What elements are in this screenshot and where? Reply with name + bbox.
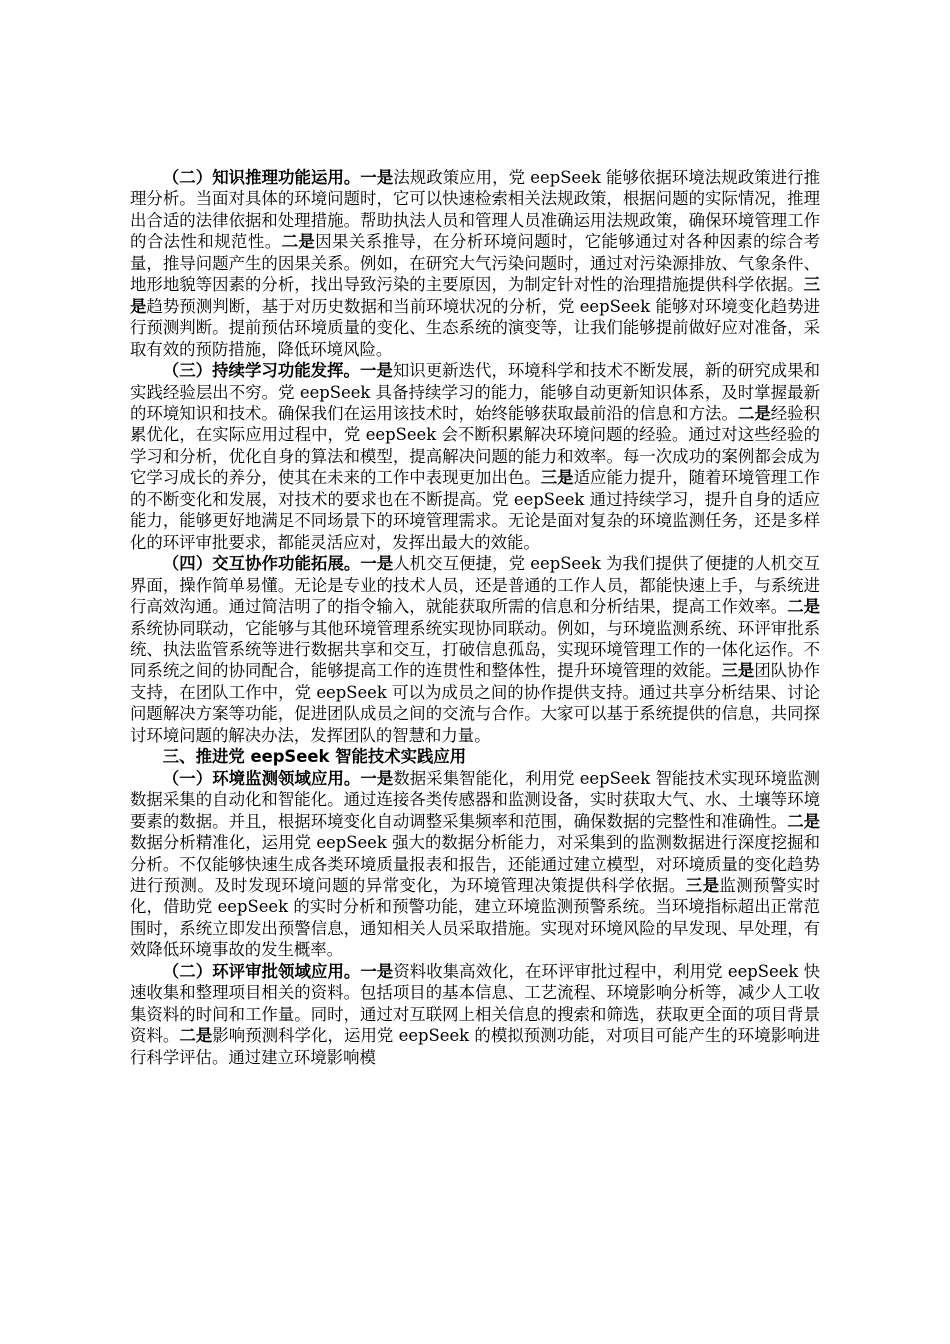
- text-run: 数据采集智能化，利用党 eepSeek 智能技术实现环境监测数据采集的自动化和智能化。通过连接各类传感器和监测设备，实时获取大气、水、土壤等环境要素的数据。并且，根据环境变化自动调整采集频率和范围，确保数据的完整性和准确性。: [130, 768, 821, 831]
- document-body: [130, 167, 820, 1068]
- bold-run: 三是: [685, 875, 720, 895]
- text-run: 影响预测科学化，运用党 eepSeek 的模拟预测功能，对项目可能产生的环境影响进行科学评估。通过建立环境影响模: [130, 1026, 821, 1067]
- bold-run: （四）交互协作功能拓展。: [162, 554, 361, 574]
- bold-run: 一是: [360, 168, 394, 187]
- bold-run: 二是: [281, 232, 316, 252]
- text-run: 资料收集高效化，在环评审批过程中，利用党 eepSeek 快速收集和整理项目相关的资料。包括项目的基本信息、工艺流程、环境影响分析等，减少人工收集资料的时间和工作量。同时，通过对互联网上相关信息的搜索和筛选，获取更全面的项目背景资料。: [130, 961, 821, 1046]
- bold-run: 一是: [360, 554, 394, 574]
- bold-run: 二是: [787, 811, 821, 831]
- paragraph: [130, 768, 820, 961]
- text-run: 人机交互便捷，党 eepSeek 为我们提供了便捷的人机交互界面，操作简单易懂。无论是专业的技术人员，还是普通的工作人员，都能快速上手，与系统进行高效沟通。通过简洁明了的指令输入，就能获取所需的信息和分析结果，提高工作效率。: [130, 554, 821, 617]
- bold-run: 三、推进党 eepSeek 智能技术实践应用: [162, 747, 467, 767]
- text-run: 团队协作支持，在团队工作中，党 eepSeek 可以为成员之间的协作提供支持。通过共享分析结果、讨论问题解决方案等功能，促进团队成员之间的交流与合作。大家可以基于系统提供的信息，共同探讨环境问题的解决办法，发挥团队的智慧和力量。: [130, 661, 821, 745]
- paragraph: [130, 553, 820, 746]
- paragraph: [130, 167, 820, 360]
- bold-run: （一）环境监测领域应用。: [162, 768, 361, 788]
- paragraph: [130, 961, 820, 1068]
- text-run: 系统协同联动，它能够与其他环境管理系统实现协同联动。例如，与环境监测系统、环评审批系统、执法监管系统等进行数据共享和交互，打破信息孤岛，实现环境管理工作的一体化运作。不同系统之间的协同配合，能够提高工作的连贯性和整体性，提升环境管理的效能。: [130, 618, 820, 681]
- paragraph: [130, 360, 820, 553]
- text-run: 监测预警实时化，借助党 eepSeek 的实时分析和预警功能，建立环境监测预警系统。当环境指标超出正常范围时，系统立即发出预警信息，通知相关人员采取措施。实现对环境风险的早发现、早处理，有效降低环境事故的发生概率。: [130, 875, 821, 960]
- bold-run: 二是: [737, 403, 771, 423]
- text-run: 适应能力提升，随着环境管理工作的不断变化和发展，对技术的要求也在不断提高。党 eepSeek 通过持续学习，提升自身的适应能力，能够更好地满足不同场景下的环境管理需求。无论是面对复杂的环境监测任务，还是多样化的环评审批要求，都能灵活应对，发挥出最大的效能。: [130, 468, 821, 552]
- section-heading: [130, 746, 820, 767]
- bold-run: 二是: [179, 1026, 213, 1046]
- bold-run: 一是: [359, 361, 393, 381]
- text-run: 因果关系推导，在分析环境问题时，它能够通过对各种因素的综合考量，推导问题产生的因果关系。例如，在研究大气污染问题时，通过对污染源排放、气象条件、地形地貌等因素的分析，找出导致污染的主要原因，为制定针对性的治理措施提供科学依据。: [130, 232, 821, 295]
- text-run: 趋势预测判断，基于对历史数据和当前环境状况的分析，党 eepSeek 能够对环境变化趋势进行预测判断。提前预估环境质量的变化、生态系统的演变等，让我们能够提前做好应对准备，采取有效的预防措施，降低环境风险。: [130, 296, 821, 359]
- bold-run: 三是: [130, 275, 820, 316]
- bold-run: 一是: [360, 768, 394, 788]
- text-run: 经验积累优化，在实际应用过程中，党 eepSeek 会不断积累解决环境问题的经验。通过对这些经验的学习和分析，优化自身的算法和模型，提高解决问题的能力和效率。每一次成功的案例都会成为它学习成长的养分，使其在未来的工作中表现更加出色。: [130, 403, 820, 488]
- bold-run: （二）环评审批领域应用。: [162, 961, 361, 981]
- bold-run: 二是: [787, 597, 821, 617]
- bold-run: （三）持续学习功能发挥。: [162, 361, 360, 381]
- bold-run: （二）知识推理功能运用。: [162, 168, 361, 187]
- bold-run: 三是: [540, 468, 574, 488]
- text-run: 知识更新迭代，环境科学和技术不断发展，新的研究成果和实践经验层出不穷。党 eepSeek 具备持续学习的能力，能够自动更新知识体系，及时掌握最新的环境知识和技术。确保我们在运用该技术时，始终能够获取最前沿的信息和方法。: [130, 361, 821, 423]
- text-run: 法规政策应用，党 eepSeek 能够依据环境法规政策进行推理分析。当面对具体的环境问题时，它可以快速检索相关法规政策，根据问题的实际情况，推理出合适的法律依据和处理措施。帮助执法人员和管理人员准确运用法规政策，确保环境管理工作的合法性和规范性。: [130, 168, 821, 252]
- bold-run: 一是: [360, 961, 394, 981]
- text-run: 数据分析精准化，运用党 eepSeek 强大的数据分析能力，对采集到的监测数据进行深度挖掘和分析。不仅能够快速生成各类环境质量报表和报告，还能通过建立模型，对环境质量的变化趋势进行预测。及时发现环境问题的异常变化，为环境管理决策提供科学依据。: [130, 833, 820, 895]
- bold-run: 三是: [721, 661, 755, 681]
